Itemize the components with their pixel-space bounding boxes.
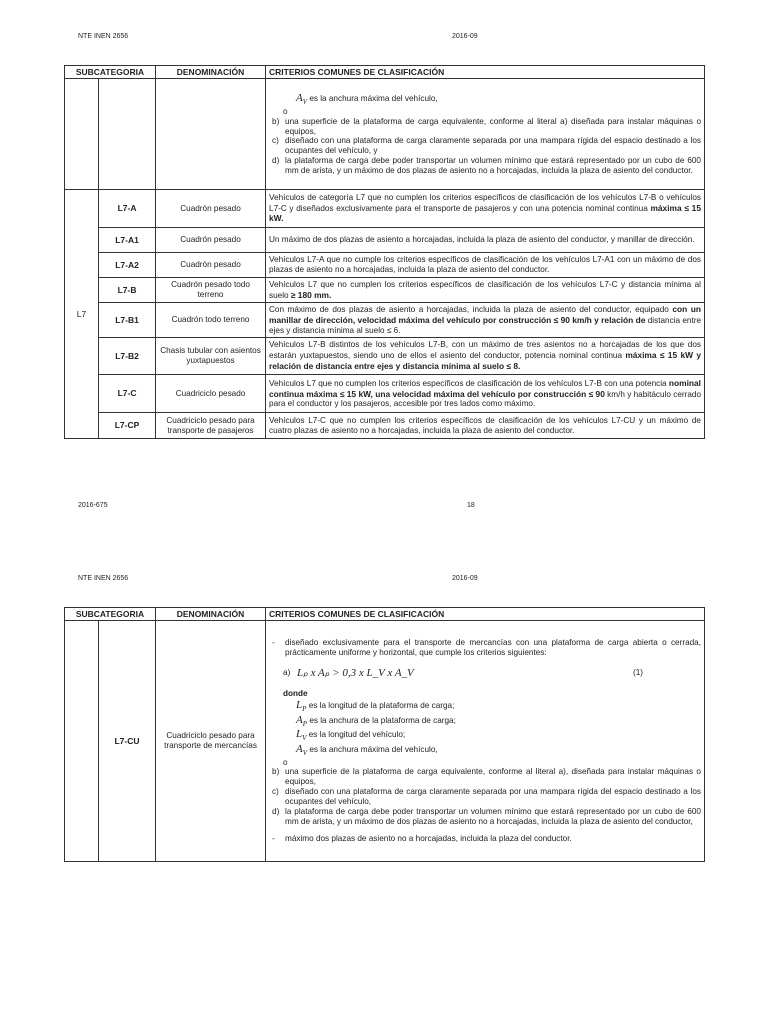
criterion-c: c) diseñado con una plataforma de carga claramente separada por una mampara rígida del espacio destinado a los ocupantes del vehículo, y	[272, 136, 701, 156]
av-definition: $A_V$ es la anchura máxima del vehículo,	[296, 92, 438, 107]
page1-header-left: NTE INEN 2656	[78, 33, 129, 40]
table-row	[65, 303, 705, 338]
row-code: L7-B	[99, 278, 156, 303]
criterion-b: b) una superficie de la plataforma de carga equivalente, conforme al literal a), diseñada para instalar máquinas o equipos,	[272, 767, 701, 787]
page2-header-right: 2016-09	[452, 575, 478, 582]
row-code: L7-A1	[99, 228, 156, 253]
empty-cell	[65, 621, 99, 862]
criterion-d: d) la plataforma de carga debe poder transportar un volumen mínimo que estará representado por un cubo de 600 mm de arista, y un máximo de dos plazas de asiento no a horcajadas, incluida la plaza de asiento del conductor.	[272, 156, 701, 175]
av-symbol: $A_V$	[296, 92, 308, 107]
row-denomination: Cuadriciclo pesado	[156, 375, 266, 413]
criterion-b: b) una superficie de la plataforma de carga equivalente, conforme al literal a) diseñada para instalar máquinas o equipos,	[272, 116, 701, 136]
row-denomination: Cuadrón pesado	[156, 190, 266, 228]
last-item: - máximo dos plazas de asiento no a horcajadas, incluida la plaza del conductor.	[272, 834, 572, 844]
col-header-denominacion: DENOMINACIÓN	[156, 66, 266, 79]
col-header-subcategoria: SUBCATEGORIA	[65, 608, 156, 621]
col-header-denominacion: DENOMINACIÓN	[156, 608, 266, 621]
criterion-d: d) la plataforma de carga debe poder transportar un volumen mínimo que estará representado por un cubo de 600 mm de arista, y un máximo de dos plazas de asiento no a horcajadas, incluida la plaza de asiento del conductor,	[272, 806, 701, 826]
empty-cell	[99, 79, 156, 190]
or-text: o	[283, 106, 288, 116]
col-header-criterios: CRITERIOS COMUNES DE CLASIFICACIÓN	[266, 66, 705, 79]
row-criteria: Vehículos L7 que no cumplen los criterios específicos de clasificación de los vehículos L7-C y distancia mínima al suelo ≥ 180 mm.	[266, 278, 705, 303]
definition-lp: $L_P$ es la longitud de la plataforma de carga;	[296, 699, 455, 714]
row-criteria: Vehículos L7-B distintos de los vehículos L7-B, con un máximo de tres asientos no a horcajadas de los que dos estarán yuxtapuestos, siendo uno de ellos el asiento del conductor, potencia nominal continua máxima ≤ 15 kW y relación de distancia entre ejes y distancia mínima al suelo ≤ 8.	[266, 338, 705, 375]
row-code: L7-A2	[99, 253, 156, 278]
definition-av: $A_V$ es la anchura máxima del vehículo,	[296, 742, 438, 758]
continuation-row	[65, 79, 705, 190]
donde-label: donde	[283, 689, 308, 699]
empty-cell	[156, 79, 266, 190]
row-criteria: Vehículos de categoría L7 que no cumplen los criterios específicos de clasificación de los vehículos L7-B o vehículos L7-C y diseñados exclusivamente para el transporte de pasajeros y con una potencia nominal continua máxima ≤ 15 kW.	[266, 190, 705, 228]
row-denomination: Cuadrón todo terreno	[156, 303, 266, 338]
row-code: L7-CU	[99, 621, 156, 862]
category-cell: L7	[65, 190, 99, 439]
row-criteria: Vehículos L7-C que no cumplen los criterios específicos de clasificación de los vehículos L7-CU y un máximo de cuatro plazas de asiento no a horcajadas, incluida la plaza de asiento del conductor.	[266, 413, 705, 439]
classification-table-1	[64, 65, 705, 439]
row-criteria: Un máximo de dos plazas de asiento a horcajadas, incluida la plaza de asiento del conductor, y manillar de dirección.	[266, 228, 705, 253]
empty-cell	[65, 79, 99, 190]
page1-footer-center: 18	[467, 502, 475, 509]
criterion-c: c) diseñado con una plataforma de carga claramente separada por una mampara rígida del espacio destinado a los ocupantes del vehículo,	[272, 787, 701, 806]
table-row	[65, 228, 705, 253]
row-denomination: Cuadrón pesado	[156, 228, 266, 253]
equation-number: (1)	[632, 668, 643, 678]
table-header-row	[65, 608, 705, 621]
row-criteria: Vehículos L7 que no cumplen los criterios específicos de clasificación de los vehículos L7-B con una potencia nominal continua máxima ≤ 15 kW, una velocidad máxima del vehículo por construcción ≤ 90 km/h y habitáculo cerrado para el conductor y los pasajeros, accesible por tres lados como máximo.	[266, 375, 705, 413]
table-row	[65, 338, 705, 375]
page1-footer-left: 2016-675	[78, 502, 108, 509]
table-row	[65, 190, 705, 228]
col-header-subcategoria: SUBCATEGORIA	[65, 66, 156, 79]
row-denomination: Cuadrón pesado	[156, 253, 266, 278]
row-code: L7-B1	[99, 303, 156, 338]
formula: Lₚ x Aₚ > 0,3 x L_V x A_V	[297, 666, 414, 679]
row-code: L7-A	[99, 190, 156, 228]
row-code: L7-C	[99, 375, 156, 413]
definition-ap: $A_P$ es la anchura de la plataforma de carga;	[296, 713, 456, 728]
row-criteria	[266, 621, 705, 862]
row-denomination: Cuadriciclo pesado para transporte de mercancías	[156, 621, 266, 862]
table-row	[65, 621, 705, 862]
definition-lv: $L_V$ es la longitud del vehículo;	[296, 728, 406, 743]
formula-line: a) Lₚ x Aₚ > 0,3 x L_V x A_V (1)	[269, 665, 701, 681]
table-row	[65, 278, 705, 303]
row-denomination: Cuadrón pesado todo terreno	[156, 278, 266, 303]
table-row	[65, 375, 705, 413]
table-header-row	[65, 66, 705, 79]
row-denomination: Chasis tubular con asientos yuxtapuestos	[156, 338, 266, 375]
intro-item: - diseñado exclusivamente para el transporte de mercancías con una plataforma de carga abierta o cerrada, prácticamente uniforme y horizontal, que cumple los criterios siguientes:	[272, 637, 701, 657]
row-denomination: Cuadriciclo pesado para transporte de pasajeros	[156, 413, 266, 439]
row-code: L7-B2	[99, 338, 156, 375]
classification-table-2	[64, 607, 705, 862]
row-criteria: Con máximo de dos plazas de asiento a horcajadas, incluida la plaza de asiento del conductor, equipado con un manillar de dirección, velocidad máxima del vehículo por construcción ≤ 90 km/h y relación de distancia entre ejes y distancia mínima al suelo ≤ 6.	[266, 303, 705, 338]
or-text: o	[283, 757, 288, 767]
page2-header-left: NTE INEN 2656	[78, 575, 129, 582]
row-code: L7-CP	[99, 413, 156, 439]
table-row	[65, 413, 705, 439]
page1-header-right: 2016-09	[452, 33, 478, 40]
continuation-criteria	[266, 79, 705, 190]
row-criteria: Vehículos L7-A que no cumple los criterios específicos de clasificación de los vehículos L7-A1 con un máximo de dos plazas de asiento no a horcajadas, incluida la plaza de asiento del conductor.	[266, 253, 705, 278]
col-header-criterios: CRITERIOS COMUNES DE CLASIFICACIÓN	[266, 608, 705, 621]
table-row	[65, 253, 705, 278]
